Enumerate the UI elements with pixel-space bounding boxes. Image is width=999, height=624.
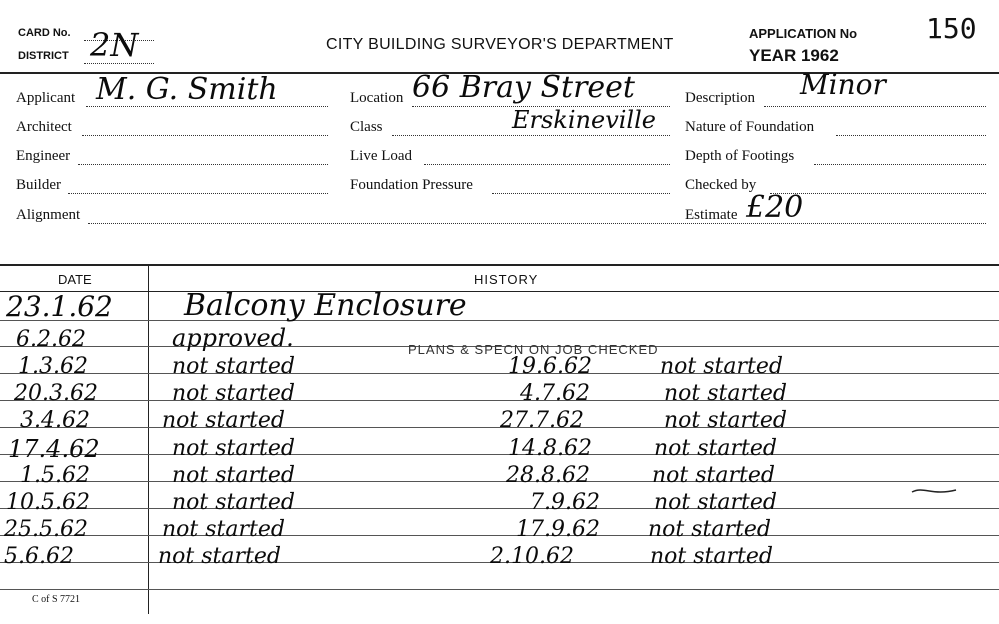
- history-date: 20.3.62: [14, 381, 98, 406]
- foundation-pressure-label: Foundation Pressure: [350, 177, 473, 193]
- class-label: Class: [350, 119, 383, 135]
- ruled-line: [0, 508, 999, 509]
- history-entry: not started: [172, 381, 295, 406]
- district-value: 2N: [90, 26, 139, 64]
- history-entry-right: not started: [660, 354, 783, 379]
- live-load-label: Live Load: [350, 148, 413, 164]
- history-date-right: 28.8.62: [506, 463, 590, 488]
- history-entry-right: not started: [652, 463, 775, 488]
- ruled-line: [0, 481, 999, 482]
- location-label: Location: [350, 90, 404, 106]
- ruled-line: [0, 373, 999, 374]
- engineer-label: Engineer: [16, 148, 71, 164]
- live-load-line: [424, 164, 670, 165]
- history-date: 1.3.62: [18, 354, 88, 379]
- class-value: Erskineville: [512, 106, 656, 134]
- ruled-line: [0, 400, 999, 401]
- history-header: HISTORY: [474, 272, 539, 287]
- alignment-label: Alignment: [16, 207, 81, 223]
- depth-of-footings-label: Depth of Footings: [685, 148, 795, 164]
- history-entry-right: not started: [654, 436, 777, 461]
- description-line: [764, 106, 986, 107]
- history-date-right: 7.9.62: [530, 490, 600, 515]
- estimate-label: Estimate: [685, 207, 738, 223]
- date-header: DATE: [58, 272, 92, 287]
- ruled-line: [0, 454, 999, 455]
- nature-of-foundation-line: [836, 135, 986, 136]
- builder-label: Builder: [16, 177, 61, 193]
- plans-checked-stamp: PLANS & SPECN ON JOB CHECKED: [408, 342, 659, 357]
- history-entry: not started: [172, 463, 295, 488]
- estimate-value: £20: [746, 190, 804, 225]
- application-number: 150: [926, 12, 977, 45]
- location-value: 66 Bray Street: [412, 70, 635, 105]
- description-value: Minor: [800, 68, 886, 101]
- history-entry-right: not started: [650, 544, 773, 569]
- history-date-right: 27.7.62: [500, 408, 584, 433]
- engineer-line: [78, 164, 328, 165]
- history-entry: not started: [162, 517, 285, 542]
- history-entry: Balcony Enclosure: [184, 288, 467, 323]
- history-date-right: 17.9.62: [516, 517, 600, 542]
- history-entry-right: not started: [664, 408, 787, 433]
- ruled-line: [0, 589, 999, 590]
- history-entry-right: not started: [648, 517, 771, 542]
- history-entry: not started: [158, 544, 281, 569]
- description-label: Description: [685, 90, 755, 106]
- foundation-pressure-line: [492, 193, 670, 194]
- history-date: 3.4.62: [20, 408, 90, 433]
- history-date: 10.5.62: [6, 490, 90, 515]
- header-bottom-rule: [0, 291, 999, 292]
- form-code: C of S 7721: [32, 594, 81, 605]
- applicant-value: M. G. Smith: [96, 72, 278, 107]
- district-label: DISTRICT: [18, 50, 69, 62]
- year-label: YEAR 1962: [749, 46, 839, 65]
- builder-line: [68, 193, 328, 194]
- architect-line: [82, 135, 328, 136]
- application-label: APPLICATION No: [749, 26, 858, 41]
- history-entry: not started: [172, 490, 295, 515]
- checked-by-label: Checked by: [685, 177, 757, 193]
- history-date: 25.5.62: [4, 517, 88, 542]
- nature-of-foundation-label: Nature of Foundation: [685, 119, 815, 135]
- history-entry: not started: [172, 354, 295, 379]
- history-date: 6.2.62: [16, 327, 86, 352]
- applicant-label: Applicant: [16, 90, 76, 106]
- history-entry: approved.: [172, 324, 294, 352]
- class-line: [392, 135, 670, 136]
- pencil-mark: [910, 484, 958, 498]
- ruled-line: [0, 535, 999, 536]
- history-date: 23.1.62: [6, 290, 113, 323]
- history-entry-right: not started: [664, 381, 787, 406]
- history-date: 5.6.62: [4, 544, 74, 569]
- history-date-right: 19.6.62: [508, 354, 592, 379]
- history-entry-right: not started: [654, 490, 777, 515]
- history-date: 17.4.62: [8, 435, 100, 463]
- depth-of-footings-line: [814, 164, 986, 165]
- history-entry: not started: [172, 436, 295, 461]
- history-top-rule: [0, 264, 999, 266]
- architect-label: Architect: [16, 119, 72, 135]
- alignment-line: [88, 223, 986, 224]
- history-date-right: 2.10.62: [490, 544, 574, 569]
- department-title: CITY BUILDING SURVEYOR'S DEPARTMENT: [326, 36, 674, 53]
- history-date: 1.5.62: [20, 463, 90, 488]
- ruled-line: [0, 320, 999, 321]
- card-no-label: CARD No.: [18, 27, 71, 39]
- history-entry: not started: [162, 408, 285, 433]
- history-date-right: 14.8.62: [508, 436, 592, 461]
- history-date-right: 4.7.62: [520, 381, 590, 406]
